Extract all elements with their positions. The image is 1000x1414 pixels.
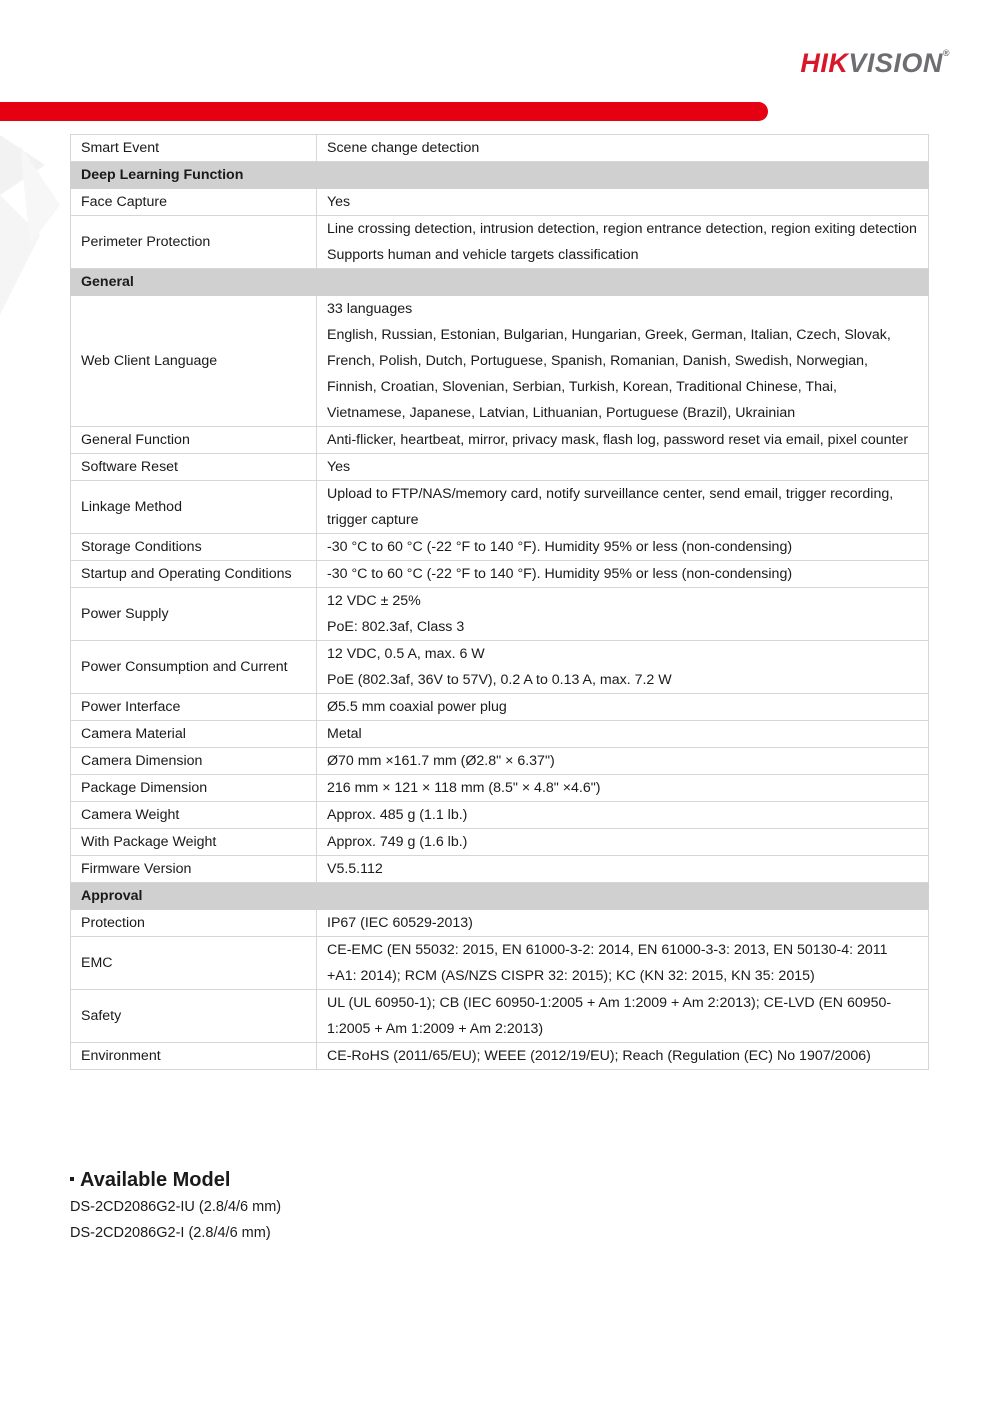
logo-red-text: HIK — [800, 48, 849, 78]
spec-key: Safety — [71, 990, 317, 1043]
spec-value — [317, 296, 929, 427]
spec-row — [71, 910, 929, 937]
spec-row — [71, 856, 929, 883]
spec-row — [71, 721, 929, 748]
section-header: Deep Learning Function — [71, 162, 929, 189]
spec-key: General Function — [71, 427, 317, 454]
spec-value-line: Ø5.5 mm coaxial power plug — [327, 699, 507, 715]
spec-row — [71, 296, 929, 427]
bullet-icon — [70, 1177, 74, 1181]
spec-value-line: Ø70 mm ×161.7 mm (Ø2.8" × 6.37") — [327, 753, 555, 769]
spec-key: Camera Weight — [71, 802, 317, 829]
spec-key: With Package Weight — [71, 829, 317, 856]
spec-value — [317, 748, 929, 775]
spec-value-line: Metal — [327, 726, 362, 742]
spec-value — [317, 694, 929, 721]
spec-value-line: 12 VDC, 0.5 A, max. 6 W — [327, 646, 485, 662]
spec-value — [317, 856, 929, 883]
spec-key: Power Interface — [71, 694, 317, 721]
spec-value-line: CE-RoHS (2011/65/EU); WEEE (2012/19/EU); Reach (Regulation (EC) No 1907/2006) — [327, 1048, 871, 1064]
spec-row — [71, 534, 929, 561]
spec-row — [71, 829, 929, 856]
spec-value-line: -30 °C to 60 °C (-22 °F to 140 °F). Humidity 95% or less (non-condensing) — [327, 539, 793, 555]
decorative-watermark-icon — [0, 125, 70, 325]
spec-value — [317, 775, 929, 802]
spec-value-line: IP67 (IEC 60529-2013) — [327, 915, 473, 931]
spec-value — [317, 427, 929, 454]
spec-value-line: UL (UL 60950-1); CB (IEC 60950-1:2005 + Am 1:2009 + Am 2:2013); CE-LVD (EN 60950-1:2005 + Am 1:2009 + Am 2:2013) — [327, 995, 892, 1037]
spec-value — [317, 721, 929, 748]
spec-value-line: Yes — [327, 194, 351, 210]
header-red-bar — [0, 102, 768, 121]
section-header-row — [71, 269, 929, 296]
spec-key: Package Dimension — [71, 775, 317, 802]
hikvision-logo — [800, 48, 950, 79]
spec-key: Startup and Operating Conditions — [71, 561, 317, 588]
spec-value — [317, 534, 929, 561]
spec-value — [317, 135, 929, 162]
spec-value-line: English, Russian, Estonian, Bulgarian, Hungarian, Greek, German, Italian, Czech, Slovak, French, Polish, Dutch, Portuguese, Spanish, Romanian, Danish, Swedish, Norwegian, Finnish, Croatian, Slovenian, Serbian, Turkish, Korean, Traditional Chinese, Thai, Vietnamese, Japanese, Latvian, Lithuanian, Portuguese (Brazil), Ukrainian — [327, 327, 891, 421]
spec-row — [71, 694, 929, 721]
spec-value-line: Upload to FTP/NAS/memory card, notify surveillance center, send email, trigger recording, trigger capture — [327, 486, 894, 528]
spec-value — [317, 802, 929, 829]
spec-key: Protection — [71, 910, 317, 937]
spec-row — [71, 1043, 929, 1070]
spec-key: Perimeter Protection — [71, 216, 317, 269]
spec-row — [71, 990, 929, 1043]
registered-mark: ® — [942, 48, 950, 58]
spec-row — [71, 135, 929, 162]
model-item: DS-2CD2086G2-I (2.8/4/6 mm) — [70, 1225, 271, 1241]
spec-value-line: Approx. 485 g (1.1 lb.) — [327, 807, 468, 823]
spec-key: Environment — [71, 1043, 317, 1070]
section-header-row — [71, 883, 929, 910]
spec-value-line: Anti-flicker, heartbeat, mirror, privacy mask, flash log, password reset via email, pixel counter — [327, 432, 909, 448]
spec-value-line: 33 languages — [327, 301, 413, 317]
spec-key: Smart Event — [71, 135, 317, 162]
spec-key: Power Supply — [71, 588, 317, 641]
spec-value-line: -30 °C to 60 °C (-22 °F to 140 °F). Humidity 95% or less (non-condensing) — [327, 566, 793, 582]
spec-value — [317, 641, 929, 694]
spec-row — [71, 748, 929, 775]
spec-value-line: Approx. 749 g (1.6 lb.) — [327, 834, 468, 850]
spec-row — [71, 481, 929, 534]
section-header: General — [71, 269, 929, 296]
spec-value-line: Supports human and vehicle targets classification — [327, 247, 639, 263]
available-model-heading — [70, 1166, 281, 1194]
specification-table-body — [71, 135, 929, 1070]
spec-key: Face Capture — [71, 189, 317, 216]
spec-row — [71, 641, 929, 694]
spec-row — [71, 561, 929, 588]
spec-key: Camera Dimension — [71, 748, 317, 775]
spec-value-line: 216 mm × 121 × 118 mm (8.5" × 4.8" ×4.6") — [327, 780, 601, 796]
spec-value — [317, 189, 929, 216]
available-model-title: Available Model — [80, 1169, 231, 1191]
spec-value-line: Yes — [327, 459, 351, 475]
logo-grey-text: VISION — [848, 48, 943, 78]
spec-key: Camera Material — [71, 721, 317, 748]
spec-value-line: PoE: 802.3af, Class 3 — [327, 619, 465, 635]
spec-row — [71, 454, 929, 481]
spec-value — [317, 561, 929, 588]
spec-key: Software Reset — [71, 454, 317, 481]
section-header-row — [71, 162, 929, 189]
spec-row — [71, 216, 929, 269]
spec-row — [71, 189, 929, 216]
specification-table — [70, 134, 929, 1070]
spec-value-line: 12 VDC ± 25% — [327, 593, 421, 609]
spec-value — [317, 990, 929, 1043]
spec-row — [71, 775, 929, 802]
spec-row — [71, 427, 929, 454]
spec-value — [317, 588, 929, 641]
spec-value — [317, 829, 929, 856]
spec-value — [317, 1043, 929, 1070]
available-model-section — [70, 1166, 281, 1246]
spec-value-line: CE-EMC (EN 55032: 2015, EN 61000-3-2: 2014, EN 61000-3-3: 2013, EN 50130-4: 2011 +A1: 2014); RCM (AS/NZS CISPR 32: 2015); KC (KN 32: 2015, KN 35: 2015) — [327, 942, 888, 984]
spec-key: EMC — [71, 937, 317, 990]
spec-key: Linkage Method — [71, 481, 317, 534]
spec-value-line: Scene change detection — [327, 140, 480, 156]
spec-value — [317, 937, 929, 990]
spec-row — [71, 588, 929, 641]
spec-key: Firmware Version — [71, 856, 317, 883]
spec-key: Web Client Language — [71, 296, 317, 427]
spec-value — [317, 481, 929, 534]
spec-value — [317, 216, 929, 269]
spec-value — [317, 454, 929, 481]
model-item: DS-2CD2086G2-IU (2.8/4/6 mm) — [70, 1199, 282, 1215]
section-header: Approval — [71, 883, 929, 910]
spec-row — [71, 937, 929, 990]
spec-row — [71, 802, 929, 829]
spec-key: Power Consumption and Current — [71, 641, 317, 694]
spec-key: Storage Conditions — [71, 534, 317, 561]
spec-value — [317, 910, 929, 937]
spec-value-line: V5.5.112 — [327, 861, 383, 877]
spec-value-line: Line crossing detection, intrusion detection, region entrance detection, region exiting detection — [327, 221, 917, 237]
spec-value-line: PoE (802.3af, 36V to 57V), 0.2 A to 0.13 A, max. 7.2 W — [327, 672, 672, 688]
